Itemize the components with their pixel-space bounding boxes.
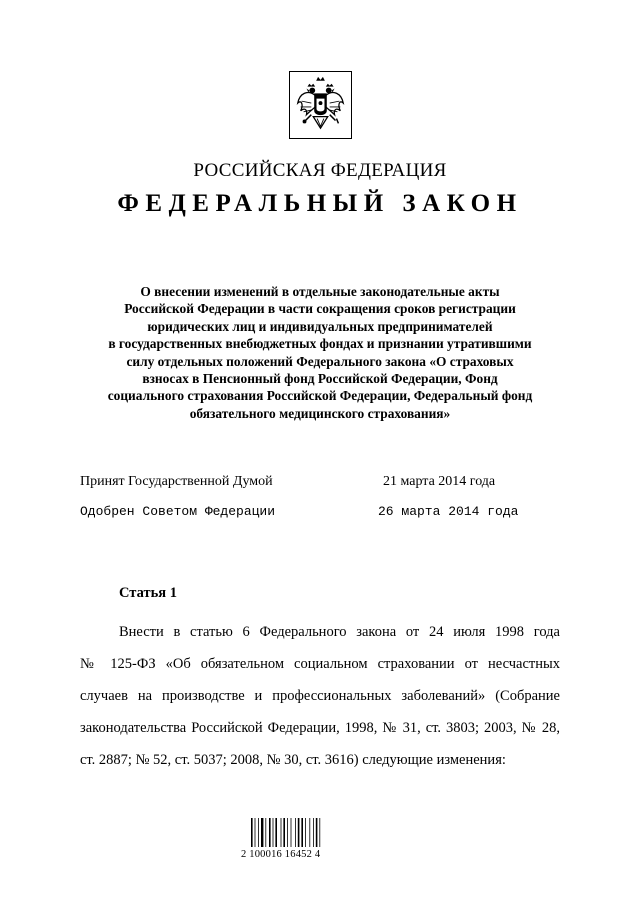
- approved-by-council-label: Одобрен Советом Федерации: [80, 504, 276, 519]
- law-title-line: социального страхования Российской Федерации, Федеральный фонд: [107, 388, 533, 404]
- article-body: [80, 616, 560, 776]
- law-title-line: О внесении изменений в отдельные законодательные акты: [140, 284, 500, 299]
- article-line: ст. 2887; № 52, ст. 5037; 2008, № 30, ст. 3616) следующие изменения:: [80, 752, 506, 768]
- law-title-line: обязательного медицинского страхования»: [189, 405, 451, 421]
- law-title-line: взносах в Пенсионный фонд Российской Федерации, Фонд: [142, 371, 498, 387]
- law-title-line: в государственных внебюджетных фондах и признании утратившими: [108, 336, 532, 352]
- law-title-line: юридических лиц и индивидуальных предпринимателей: [147, 318, 493, 334]
- article-heading: Статья 1: [119, 585, 177, 601]
- article-line: № 125-ФЗ «Об обязательном социальном страховании от несчастных: [80, 656, 560, 672]
- barcode-number: 2 100016 16452 4: [241, 849, 321, 860]
- adopted-by-duma-label: Принят Государственной Думой: [80, 474, 273, 489]
- article-line: законодательства Российской Федерации, 1998, № 31, ст. 3803; 2003, № 28,: [80, 720, 560, 736]
- adopted-date: 21 марта 2014 года: [383, 474, 496, 489]
- country-name: РОССИЙСКАЯ ФЕДЕРАЦИЯ: [193, 160, 447, 181]
- article-line: Внести в статью 6 Федерального закона от 24 июля 1998 года: [119, 624, 560, 640]
- article-line: случаев на производстве и профессиональных заболеваний» (Собрание: [80, 688, 560, 704]
- document-type-title: ФЕДЕРАЛЬНЫЙ ЗАКОН: [117, 190, 523, 217]
- approved-date: 26 марта 2014 года: [378, 504, 519, 519]
- law-title: [70, 283, 570, 422]
- law-title-line: силу отдельных положений Федерального закона «О страховых: [126, 353, 514, 369]
- coat-of-arms-icon: [289, 71, 352, 139]
- law-title-line: Российской Федерации в части сокращения сроков регистрации: [124, 301, 516, 317]
